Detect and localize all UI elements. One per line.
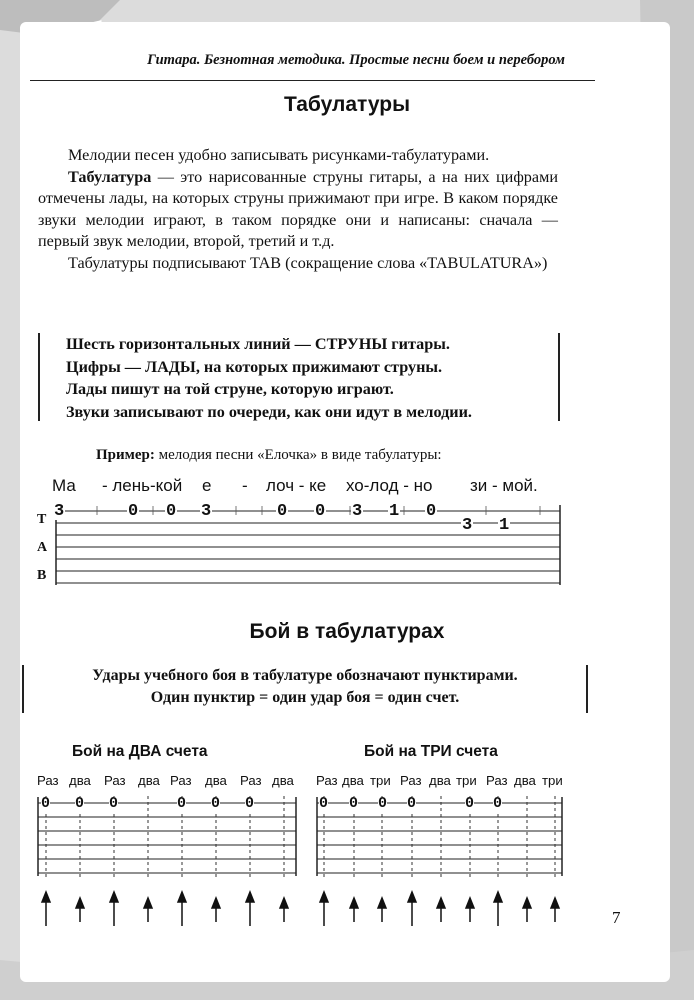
strum-two-title: Бой на ДВА счета [72,743,208,760]
running-header: Гитара. Безнотная методика. Простые песни боем и перебором [147,52,565,68]
strum-note: 0 [319,795,329,812]
definition-text: — это нарисованные струны гитары, а на них цифрами отмечены лады, на которых струны прижимают при игре. В каком порядке звуки мелодии играют, в таком порядке они и написаны: сначала — первый звук мелодии, второй, третий и т.д. [38,167,558,250]
strum-note: 0 [177,795,187,812]
tab-note: 0 [315,502,326,521]
header-rule [30,80,595,81]
lyric-syllable: Ма [52,476,76,495]
strum-note: 0 [41,795,51,812]
rule-line: Лады пишут на той струне, которую играют. [66,380,394,398]
strum-note: 0 [407,795,417,812]
beat-label: три [456,773,477,788]
rules-box [38,333,560,421]
tab-note: 0 [426,502,437,521]
tab-letter-a: A [37,540,48,555]
tab-note: 1 [499,516,510,535]
section-title-tabs: Табулатуры [283,93,411,116]
tab-letter-b: B [37,568,47,583]
tab-note: 1 [389,502,400,521]
beat-label: Раз [240,773,262,788]
example-text: мелодия песни «Елочка» в виде табулатуры: [154,447,442,463]
intro-paragraph [38,145,558,274]
beat-label: Раз [400,773,422,788]
strum-note: 0 [349,795,359,812]
tab-note: 3 [462,516,473,535]
lyrics-line [46,476,566,498]
lyric-syllable: - [242,476,248,495]
lyric-syllable: хо-лод - но [346,476,433,495]
beat-label: два [514,773,536,788]
strum-box-line: Один пунктир = один удар боя = один счет. [150,689,460,706]
lyric-syllable: - лень-кой [102,476,183,495]
beat-label: два [342,773,364,788]
lyric-syllable: зи - мой. [470,476,538,495]
beat-label: два [272,773,294,788]
beat-label: три [542,773,563,788]
lyric-syllable: е [202,476,212,495]
section-title-strum: Бой в табулатурах [249,620,445,643]
beat-label: Раз [37,773,59,788]
beat-label: Раз [170,773,192,788]
intro-text: Мелодии песен удобно записывать рисунками-табулатурами. [68,146,490,164]
tab-note: 0 [277,502,288,521]
example-label: Пример: [96,447,155,463]
tab-note: 3 [54,502,65,521]
strum-note: 0 [75,795,85,812]
strum-note: 0 [493,795,503,812]
strum-note: 0 [245,795,255,812]
rule-line: Шесть горизонтальных линий — СТРУНЫ гитары. [66,335,450,353]
tab-note: 0 [166,502,177,521]
strum-box [22,665,588,713]
beat-label: три [370,773,391,788]
page-number: 7 [612,908,621,927]
strum-note: 0 [211,795,221,812]
tab-note: 0 [128,502,139,521]
music-note-icon [62,20,106,78]
tab-note: 3 [201,502,212,521]
strum-note: 0 [109,795,119,812]
example-caption [96,447,442,464]
rule-line: Звуки записывают по очереди, как они идут в мелодии. [66,402,472,421]
beat-label: два [205,773,227,788]
beat-label: Раз [486,773,508,788]
tab-label-text: Табулатуры подписывают TAB (сокращение слова «TABULATURA») [68,253,548,272]
lyric-syllable: лоч - ке [266,476,327,495]
strum-note: 0 [378,795,388,812]
beat-label: два [429,773,451,788]
beat-label: Раз [104,773,126,788]
strum-three-title: Бой на ТРИ счета [364,743,498,760]
strum-box-line: Удары учебного боя в табулатуре обозначают пунктирами. [92,667,518,684]
tab-note: 3 [352,502,363,521]
beat-label: два [138,773,160,788]
rule-line: Цифры — ЛАДЫ, на которых прижимают струны. [66,357,443,376]
beat-label: два [69,773,91,788]
strum-note: 0 [465,795,475,812]
beat-label: Раз [316,773,338,788]
term-tabulature: Табулатура [68,167,152,186]
tab-letter-t: T [37,512,47,527]
